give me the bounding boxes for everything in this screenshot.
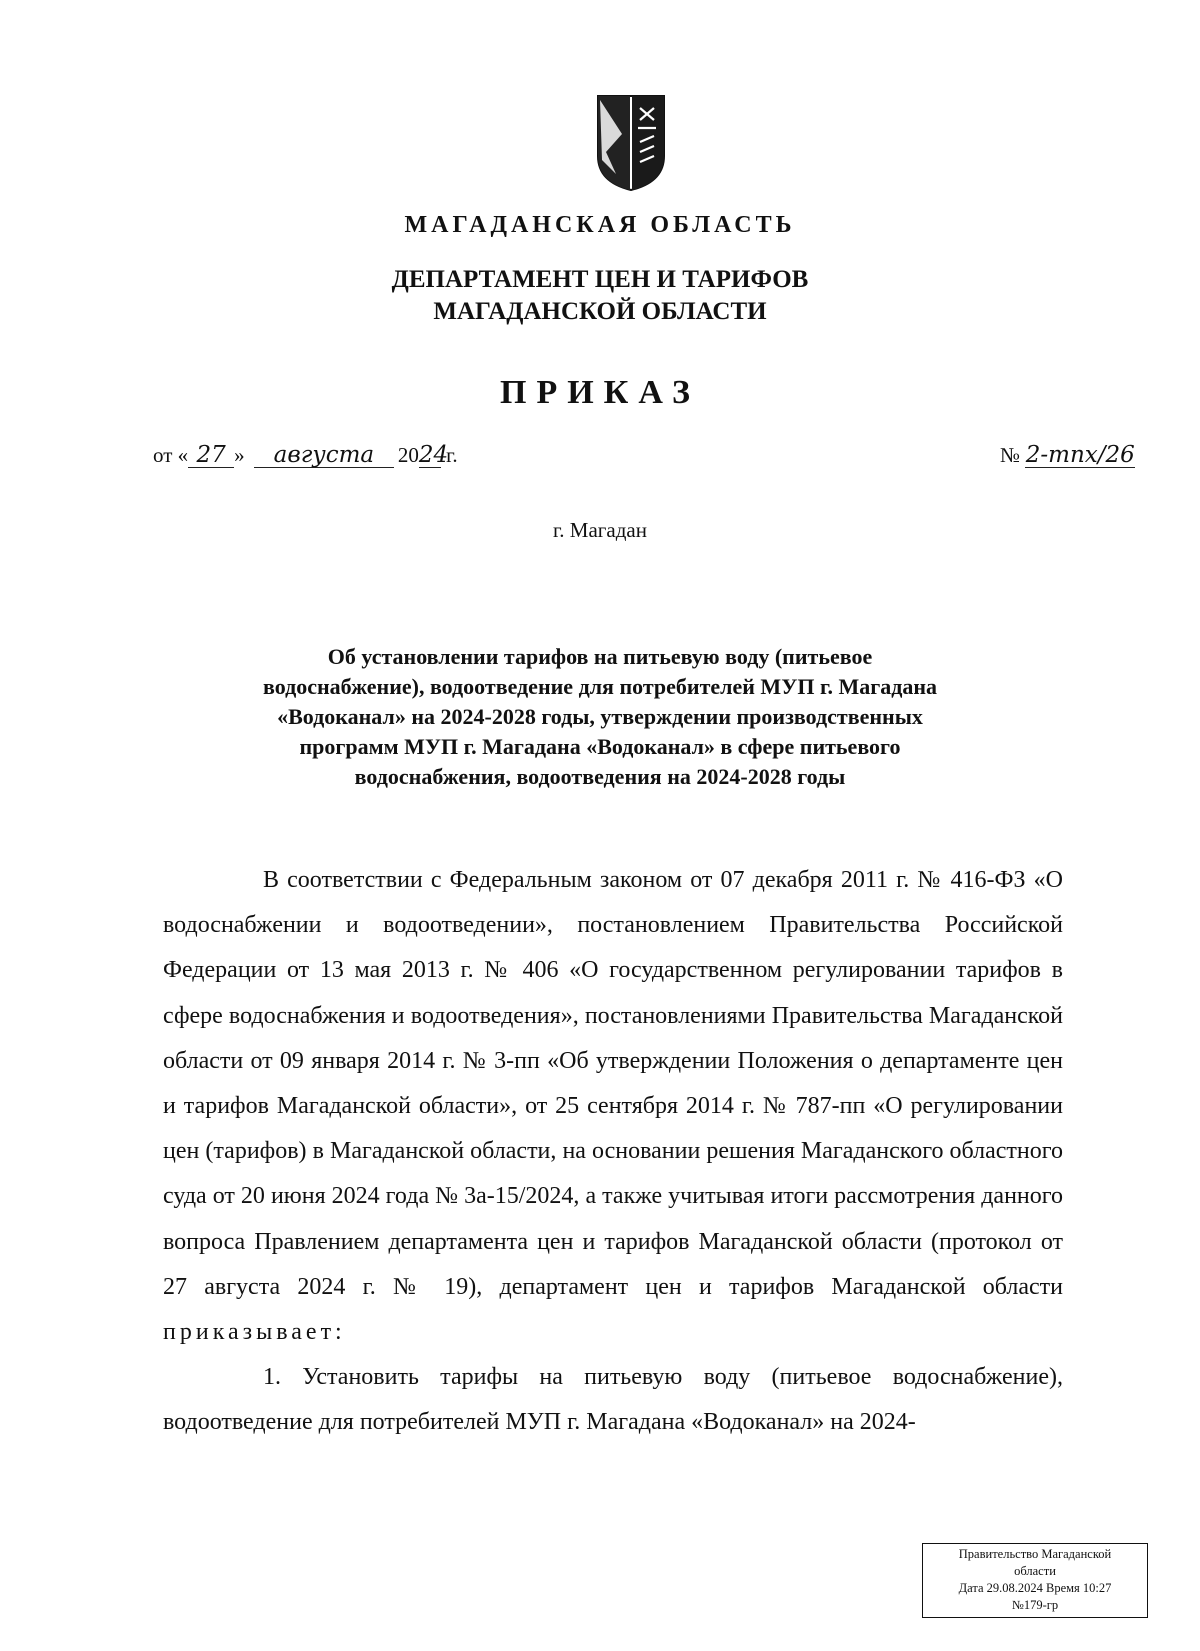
date-prefix: от «	[153, 443, 189, 467]
subject-line: «Водоканал» на 2024-2028 годы, утверждении производственных	[277, 704, 923, 729]
registration-stamp	[922, 1543, 1148, 1618]
subject-line: водоснабжения, водоотведения на 2024-2028 годы	[354, 764, 846, 789]
region-name: МАГАДАНСКАЯ ОБЛАСТЬ	[404, 212, 796, 238]
order-number	[1000, 443, 1135, 468]
subject-line: Об установлении тарифов на питьевую воду (питьевое	[327, 644, 873, 669]
date-month-handwritten: августа	[254, 443, 394, 468]
department-line-2: МАГАДАНСКОЙ ОБЛАСТИ	[433, 298, 767, 325]
subject-line: водоснабжение), водоотведение для потребителей МУП г. Магадана	[262, 674, 938, 699]
department-line-1: ДЕПАРТАМЕНТ ЦЕН И ТАРИФОВ	[391, 266, 809, 293]
document-type-title: ПРИКАЗ	[500, 374, 700, 411]
date-year-prefix: 20	[397, 443, 419, 467]
number-label: №	[1000, 443, 1021, 467]
magadan-coat-of-arms-icon	[596, 94, 666, 192]
order-date	[153, 443, 458, 468]
department-name	[0, 264, 1200, 328]
preamble-text: В соответствии с Федеральным законом от 07 декабря 2011 г. № 416-ФЗ «О водоснабжении и водоотведении», постановлением Правительства Российской Федерации от 13 мая 2013 г. № 406 «О государственном регулировании тарифов в сфере водоснабжения и водоотведения», постановлениями Правительства Магаданской области от 09 января 2014 г. № 3-пп «Об утверждении Положения о департаменте цен и тарифов Магаданской области», от 25 сентября 2014 г. № 787-пп «О регулировании цен (тарифов) в Магаданской области, на основании решения Магаданского областного суда от 20 июня 2024 года № 3а-15/2024, а также учитывая итоги рассмотрения данного вопроса Правлением департамента цен и тарифов Магаданской области (протокол от 27 августа 2024 г. № 19), департамент цен и тарифов Магаданской области	[163, 867, 1063, 1300]
stamp-line-region: области	[1014, 1564, 1056, 1578]
order-subject	[170, 642, 1030, 792]
date-suffix: г.	[446, 443, 458, 467]
preamble-paragraph	[163, 858, 1063, 1355]
subject-line: программ МУП г. Магадана «Водоканал» в сфере питьевого	[299, 734, 901, 759]
stamp-line-datetime: Дата 29.08.2024 Время 10:27	[958, 1581, 1112, 1595]
stamp-line-number: №179-гр	[1011, 1598, 1059, 1612]
issue-city: г. Магадан	[553, 518, 647, 542]
date-day-handwritten: 27	[188, 443, 234, 468]
order-body	[163, 858, 1063, 1446]
stamp-line-organization: Правительство Магаданской	[958, 1547, 1112, 1561]
number-value-handwritten: 2-тпх/26	[1025, 442, 1135, 468]
date-separator: »	[234, 443, 245, 467]
clause-1-paragraph: 1. Установить тарифы на питьевую воду (питьевое водоснабжение), водоотведение для потребителей МУП г. Магадана «Водоканал» на 2024-	[163, 1364, 1063, 1436]
orders-word: приказывает:	[163, 1319, 346, 1346]
date-year-handwritten: 24	[418, 442, 449, 468]
